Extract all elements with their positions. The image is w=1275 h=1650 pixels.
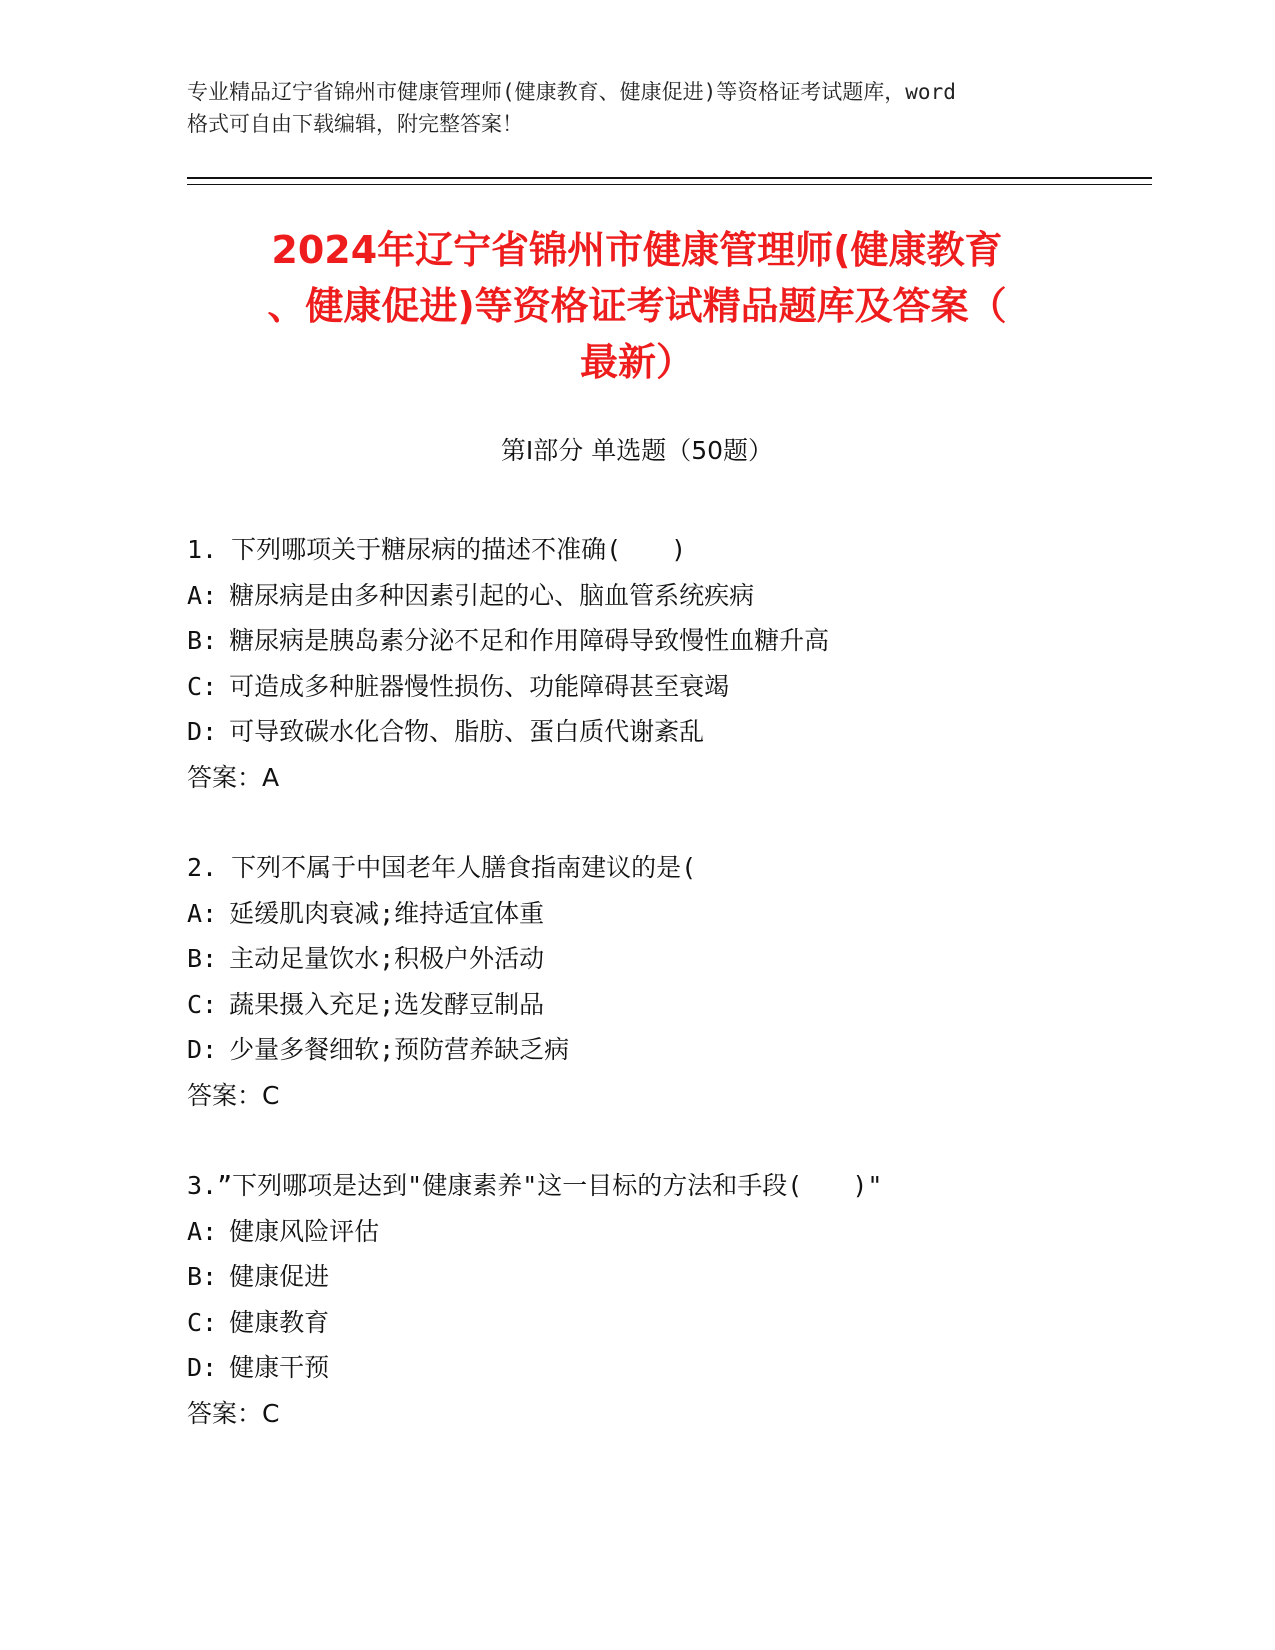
document-title <box>187 222 1087 390</box>
option-letter: D: <box>187 717 218 746</box>
question-text: 下列不属于中国老年人膳食指南建议的是( <box>231 853 697 882</box>
question-1 <box>187 527 1087 800</box>
option-letter: B: <box>187 626 218 655</box>
question-stem <box>187 845 1087 891</box>
option-d <box>187 709 1087 755</box>
question-3 <box>187 1163 1087 1436</box>
title-line-1: 2024年辽宁省锦州市健康管理师(健康教育 <box>271 228 1003 272</box>
option-b <box>187 1254 1087 1300</box>
option-text: 蔬果摄入充足;选发酵豆制品 <box>229 989 545 1019</box>
option-text: 糖尿病是胰岛素分泌不足和作用障碍导致慢性血糖升高 <box>229 626 830 655</box>
option-b <box>187 618 1087 664</box>
option-c <box>187 1300 1087 1346</box>
question-text: ”下列哪项是达到"健康素养"这一目标的方法和手段( )" <box>217 1171 883 1200</box>
answer: 答案：A <box>187 762 280 792</box>
question-stem <box>187 1163 1087 1209</box>
option-a <box>187 891 1087 937</box>
option-letter: A: <box>187 1216 218 1246</box>
header-note <box>187 76 1087 140</box>
question-text: 下列哪项关于糖尿病的描述不准确( ) <box>231 535 687 564</box>
option-letter: C: <box>187 989 218 1019</box>
option-text: 可导致碳水化合物、脂肪、蛋白质代谢紊乱 <box>229 717 705 746</box>
option-text: 可造成多种脏器慢性损伤、功能障碍甚至衰竭 <box>229 671 730 701</box>
option-text: 健康干预 <box>229 1353 330 1382</box>
option-a <box>187 1209 1087 1255</box>
question-2 <box>187 845 1087 1118</box>
title-line-3: 最新） <box>579 340 694 384</box>
question-number: 1. <box>187 535 218 564</box>
option-text: 延缓肌肉衰减;维持适宜体重 <box>229 898 545 928</box>
header-note-line-1: 专业精品辽宁省锦州市健康管理师(健康教育、健康促进)等资格证考试题库，word <box>187 80 956 104</box>
option-letter: B: <box>187 1262 218 1291</box>
option-letter: B: <box>187 944 218 973</box>
option-a <box>187 573 1087 619</box>
option-letter: D: <box>187 1353 218 1382</box>
option-text: 健康风险评估 <box>229 1216 380 1246</box>
option-c <box>187 982 1087 1028</box>
option-text: 健康教育 <box>229 1307 330 1337</box>
option-text: 主动足量饮水;积极户外活动 <box>229 944 545 973</box>
option-letter: C: <box>187 671 218 701</box>
option-letter: C: <box>187 1307 218 1337</box>
option-d <box>187 1027 1087 1073</box>
option-d <box>187 1345 1087 1391</box>
question-stem <box>187 527 1087 573</box>
option-letter: D: <box>187 1035 218 1064</box>
option-text: 健康促进 <box>229 1262 330 1291</box>
option-c <box>187 664 1087 710</box>
header-divider-thick <box>187 177 1152 179</box>
option-letter: A: <box>187 580 218 610</box>
answer: 答案：C <box>187 1080 280 1110</box>
option-text: 糖尿病是由多种因素引起的心、脑血管系统疾病 <box>229 580 755 610</box>
option-letter: A: <box>187 898 218 928</box>
answer: 答案：C <box>187 1398 280 1428</box>
title-line-2: 、健康促进)等资格证考试精品题库及答案（ <box>267 284 1007 328</box>
option-text: 少量多餐细软;预防营养缺乏病 <box>229 1035 570 1064</box>
question-number: 2. <box>187 853 218 882</box>
option-b <box>187 936 1087 982</box>
header-note-line-2: 格式可自由下载编辑，附完整答案！ <box>187 112 523 136</box>
question-list <box>187 527 1087 1481</box>
question-number: 3. <box>187 1171 218 1200</box>
section-heading: 第Ⅰ部分 单选题（50题） <box>500 436 774 465</box>
header-divider-thin <box>187 184 1152 185</box>
